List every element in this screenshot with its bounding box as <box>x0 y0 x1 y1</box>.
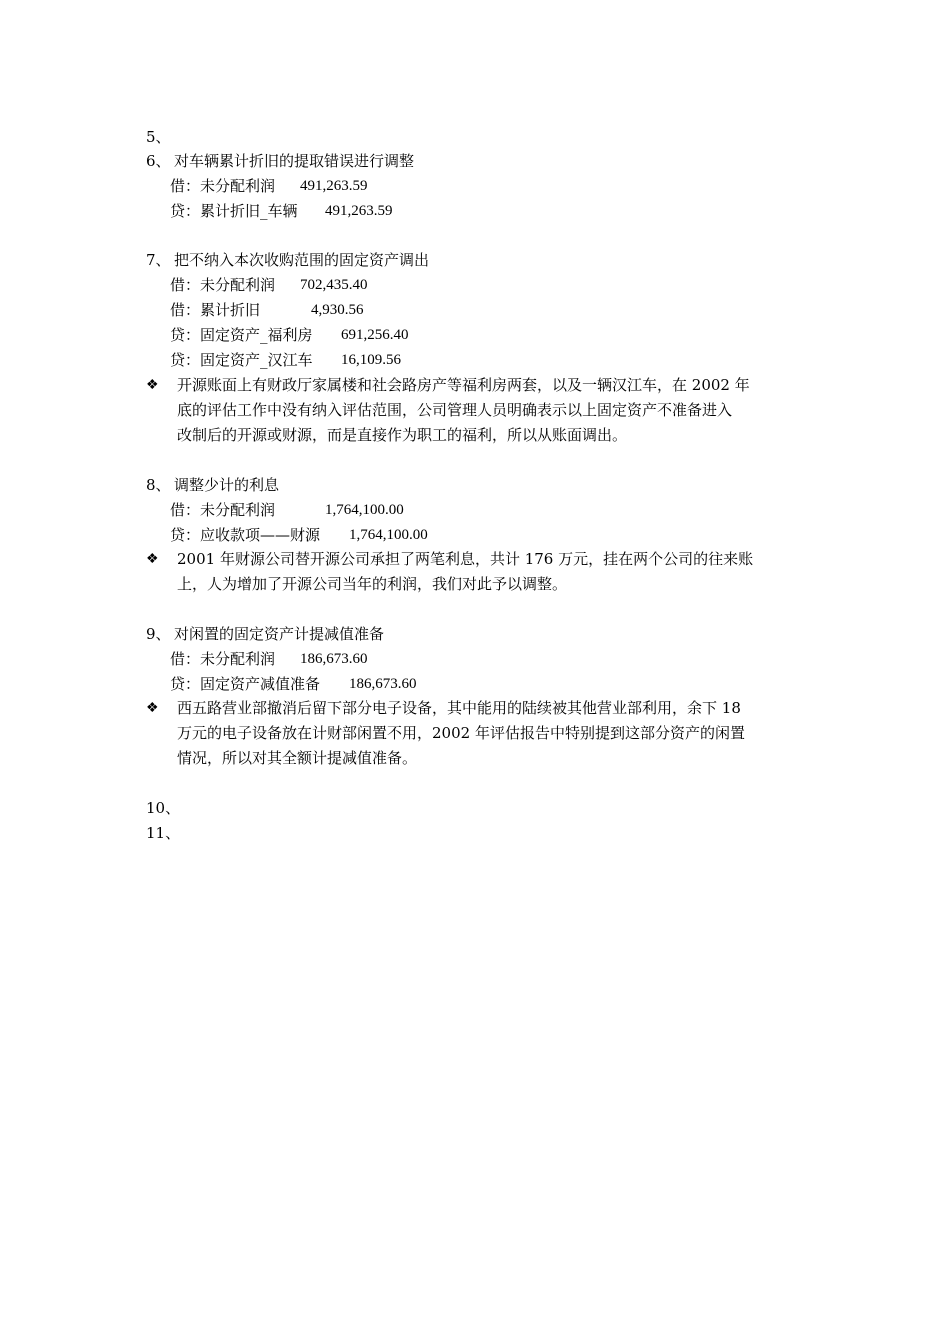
entry-label: 贷：应收款项——财源 <box>170 526 321 544</box>
item-10-number: 10、 <box>146 799 181 817</box>
entry-amount: 16,109.56 <box>341 352 401 368</box>
entry-amount: 491,263.59 <box>300 178 368 194</box>
entry-amount: 186,673.60 <box>300 651 368 667</box>
item-7-number: 7、 <box>146 251 171 269</box>
entry-label: 借：未分配利润 <box>170 276 276 294</box>
bullet-icon: ❖ <box>146 551 159 567</box>
note-line: 上，人为增加了开源公司当年的利润，我们对此予以调整。 <box>177 575 568 593</box>
bullet-icon: ❖ <box>146 700 159 716</box>
entry-amount: 1,764,100.00 <box>349 527 428 543</box>
item-8-title: 调整少计的利息 <box>174 476 280 494</box>
item-9-title: 对闲置的固定资产计提减值准备 <box>174 625 385 643</box>
entry-amount: 1,764,100.00 <box>325 502 404 518</box>
item-5-number: 5、 <box>146 128 171 146</box>
note-line: 情况，所以对其全额计提减值准备。 <box>177 749 418 767</box>
entry-label: 借：未分配利润 <box>170 177 276 195</box>
bullet-icon: ❖ <box>146 377 159 393</box>
entry-label: 借：未分配利润 <box>170 501 276 519</box>
item-6-title: 对车辆累计折旧的提取错误进行调整 <box>174 152 415 170</box>
entry-label: 借：未分配利润 <box>170 650 276 668</box>
note-line: 改制后的开源或财源，而是直接作为职工的福利，所以从账面调出。 <box>177 426 628 444</box>
note-line: 开源账面上有财政厅家属楼和社会路房产等福利房两套，以及一辆汉江车，在 2002 年 <box>177 376 750 394</box>
note-line: 西五路营业部撤消后留下部分电子设备，其中能用的陆续被其他营业部利用，余下 18 <box>177 699 741 717</box>
item-6-number: 6、 <box>146 152 171 170</box>
item-8-number: 8、 <box>146 476 171 494</box>
item-9-number: 9、 <box>146 625 171 643</box>
item-11-number: 11、 <box>146 824 181 842</box>
entry-amount: 186,673.60 <box>349 676 417 692</box>
entry-label: 贷：固定资产减值准备 <box>170 675 321 693</box>
entry-amount: 702,435.40 <box>300 277 368 293</box>
entry-label: 贷：固定资产_福利房 <box>170 326 313 344</box>
entry-label: 借：累计折旧 <box>170 301 261 319</box>
note-line: 2001 年财源公司替开源公司承担了两笔利息，共计 176 万元，挂在两个公司的往来账 <box>177 550 754 568</box>
entry-amount: 691,256.40 <box>341 327 409 343</box>
note-line: 底的评估工作中没有纳入评估范围，公司管理人员明确表示以上固定资产不准备进入 <box>177 401 733 419</box>
note-line: 万元的电子设备放在计财部闲置不用，2002 年评估报告中特别提到这部分资产的闲置 <box>177 724 745 742</box>
entry-amount: 491,263.59 <box>325 203 393 219</box>
item-7-title: 把不纳入本次收购范围的固定资产调出 <box>174 251 430 269</box>
entry-amount: 4,930.56 <box>311 302 364 318</box>
entry-label: 贷：固定资产_汉江车 <box>170 351 313 369</box>
entry-label: 贷：累计折旧_车辆 <box>170 202 298 220</box>
